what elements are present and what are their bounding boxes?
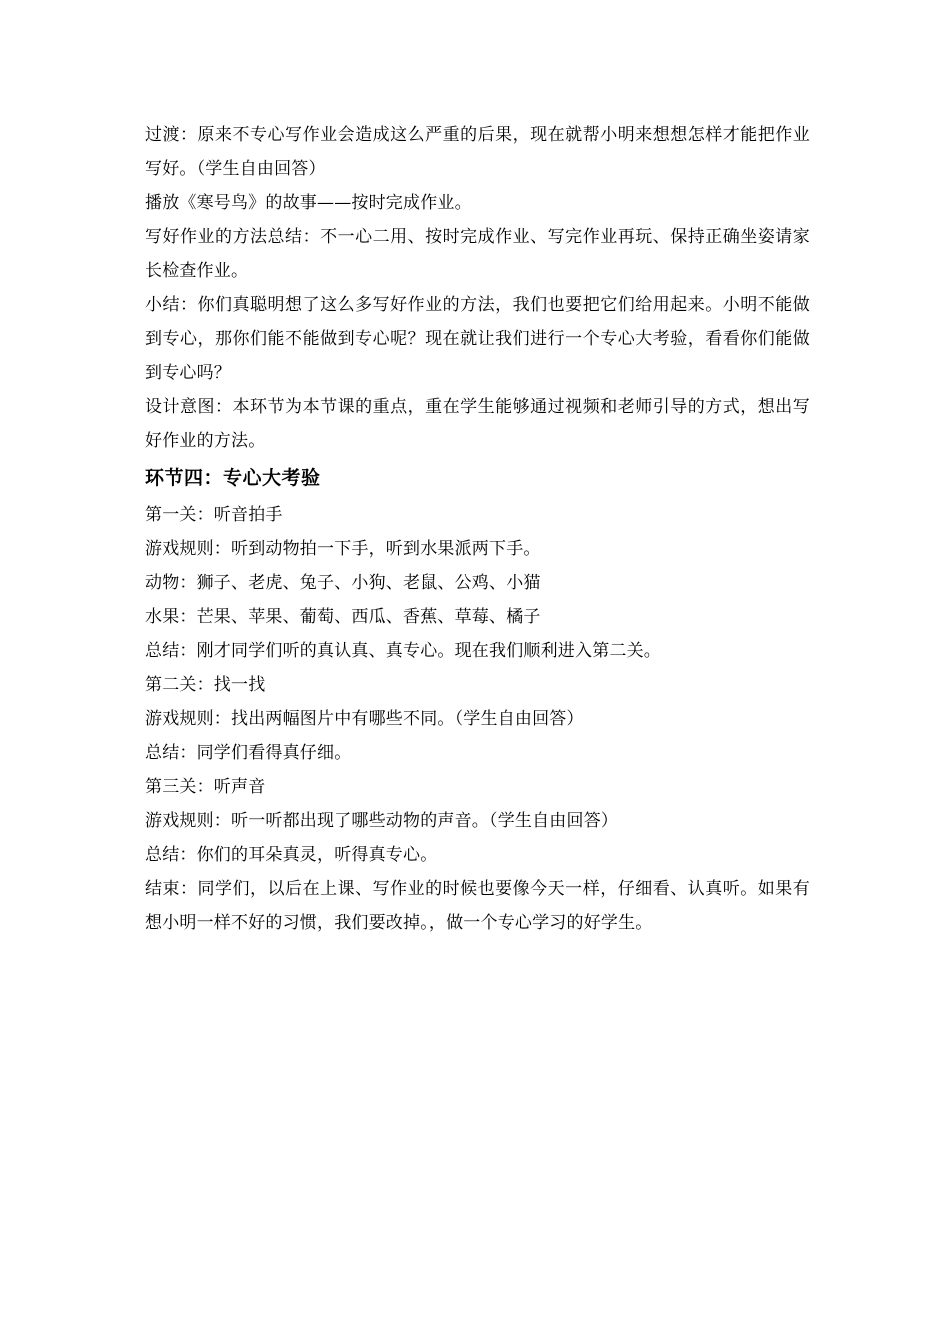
methods-summary-paragraph: 写好作业的方法总结：不一心二用、按时完成作业、写完作业再玩、保持正确坐姿请家长检查作业。 [145,227,810,281]
level-one-title: 第一关：听音拍手 [145,505,283,525]
document-body [145,118,810,940]
level-one-summary: 总结：刚才同学们听的真认真、真专心。现在我们顺利进入第二关。 [145,641,661,661]
level-three-summary: 总结：你们的耳朵真灵，听得真专心。 [145,845,438,865]
section-four-heading: 环节四：专心大考验 [145,467,321,489]
level-one-animals: 动物：狮子、老虎、兔子、小狗、老鼠、公鸡、小猫 [145,573,541,593]
level-one-fruits: 水果：芒果、苹果、葡萄、西瓜、香蕉、草莓、橘子 [145,607,541,627]
transition-paragraph: 过渡：原来不专心写作业会造成这么严重的后果，现在就帮小明来想想怎样才能把作业写好。（学生自由回答） [145,125,810,179]
ending-paragraph: 结束：同学们，以后在上课、写作业的时候也要像今天一样，仔细看、认真听。如果有想小明一样不好的习惯，我们要改掉。，做一个专心学习的好学生。 [145,879,810,933]
level-two-summary: 总结：同学们看得真仔细。 [145,743,352,763]
level-two-title: 第二关：找一找 [145,675,266,695]
level-three-rule: 游戏规则：听一听都出现了哪些动物的声音。（学生自由回答） [145,811,619,831]
level-one-rule: 游戏规则：听到动物拍一下手，听到水果派两下手。 [145,539,541,559]
level-two-rule: 游戏规则：找出两幅图片中有哪些不同。（学生自由回答） [145,709,584,729]
story-paragraph: 播放《寒号鸟》的故事——按时完成作业。 [145,193,472,213]
design-intent-paragraph: 设计意图：本环节为本节课的重点，重在学生能够通过视频和老师引导的方式，想出写好作业的方法。 [145,397,810,451]
level-three-title: 第三关：听声音 [145,777,266,797]
brief-summary-paragraph: 小结：你们真聪明想了这么多写好作业的方法，我们也要把它们给用起来。小明不能做到专心，那你们能不能做到专心呢？现在就让我们进行一个专心大考验，看看你们能做到专心吗？ [145,295,810,383]
